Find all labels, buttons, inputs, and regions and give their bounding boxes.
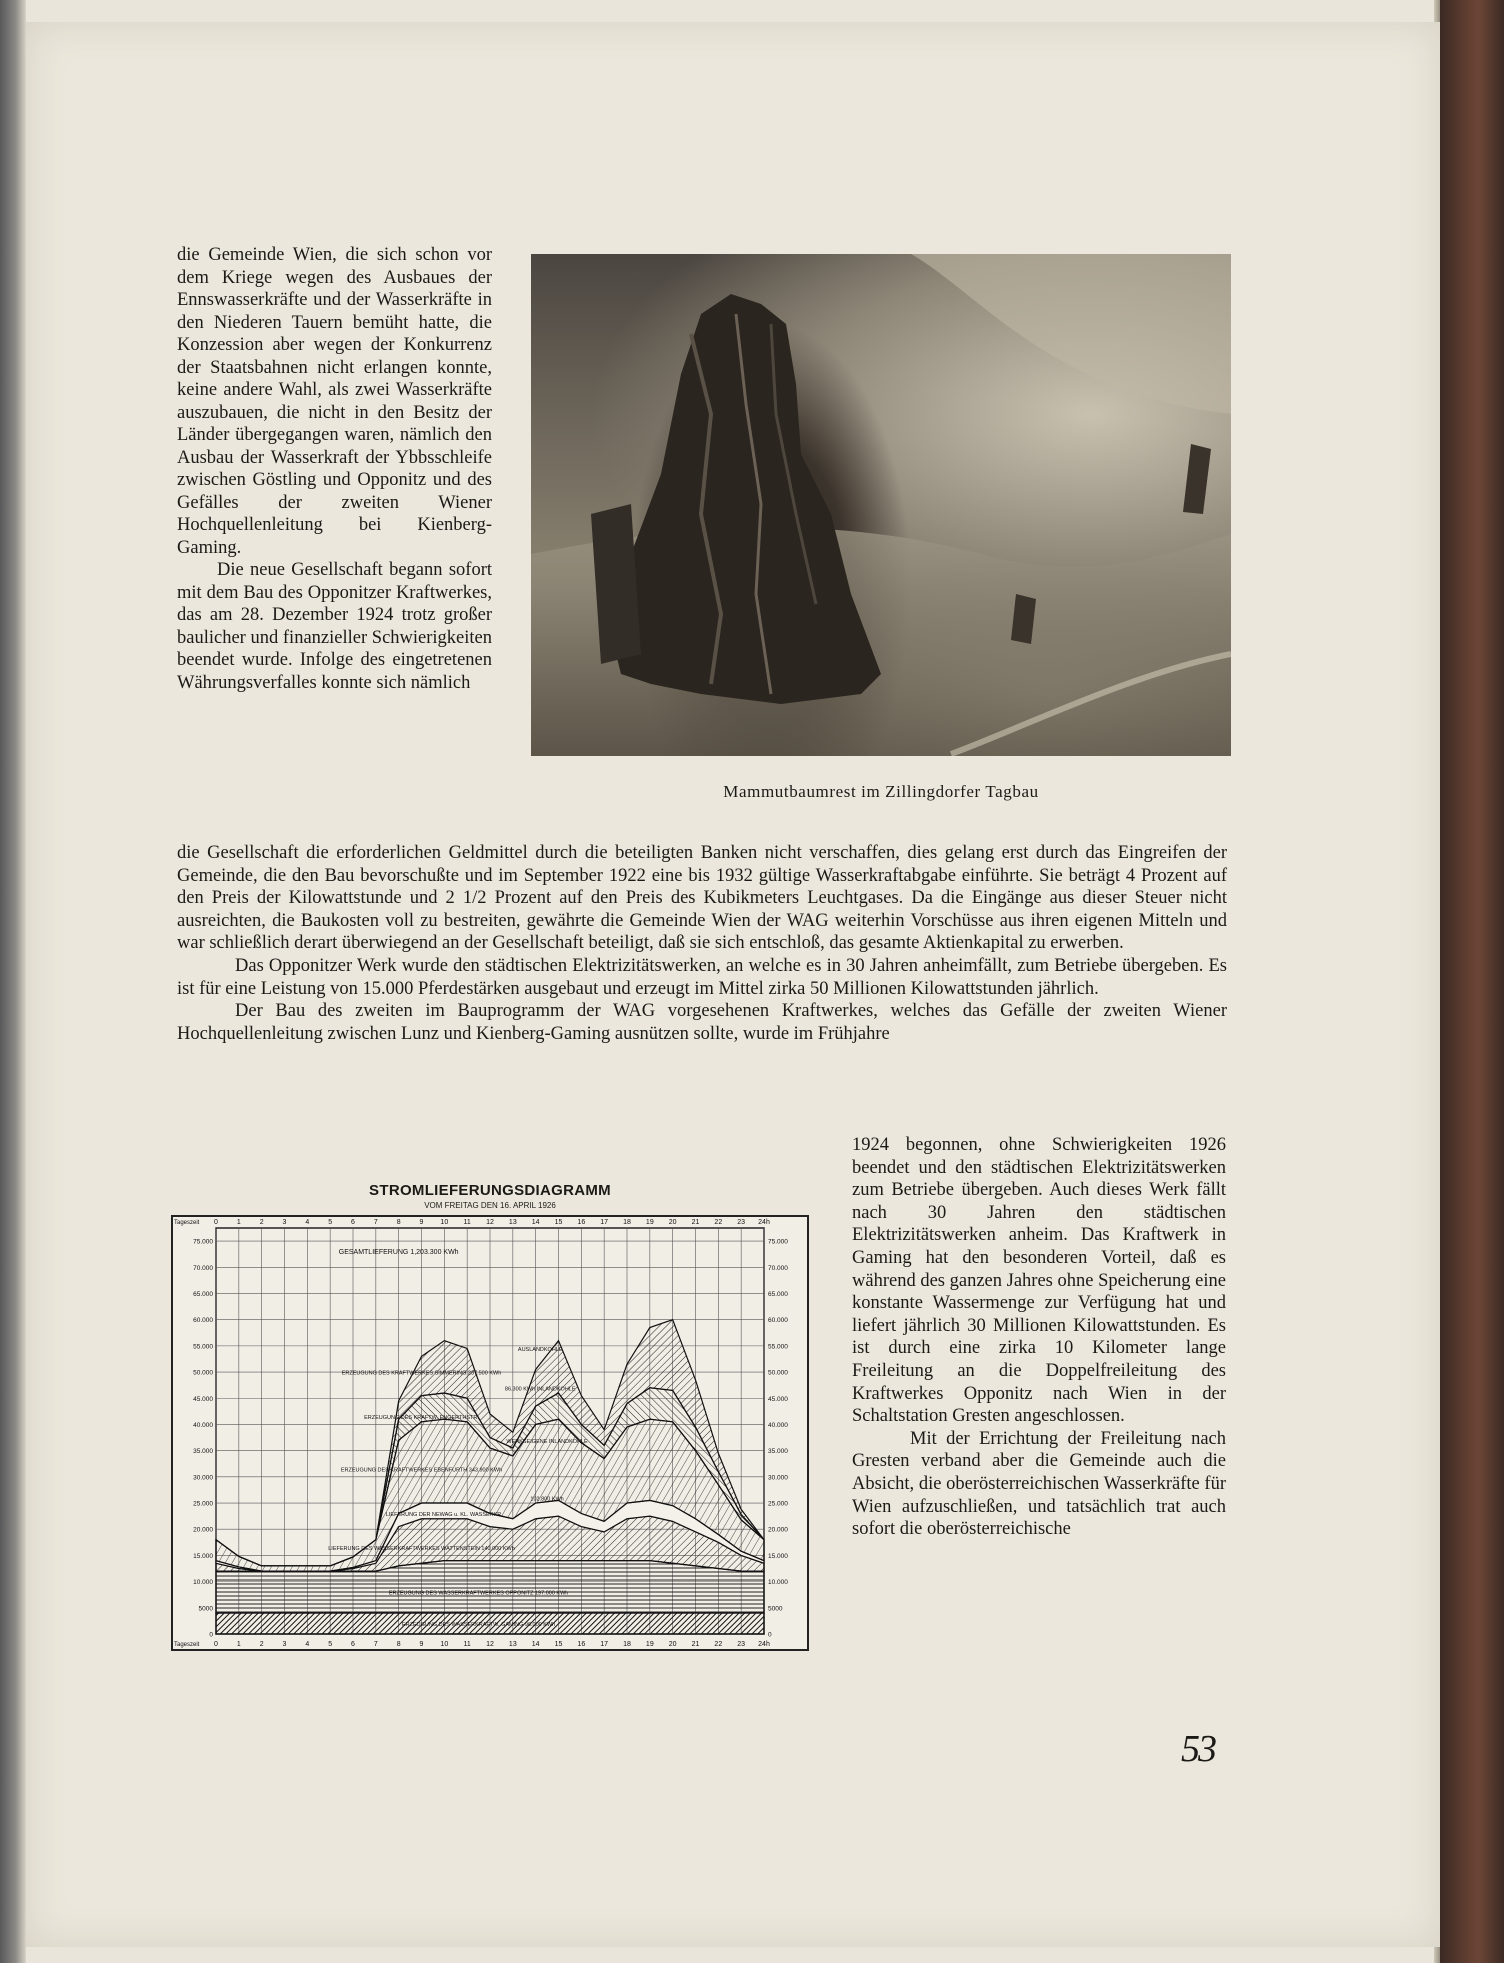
y-tick-label-right: 55.000 (768, 1343, 788, 1351)
x-tick-label-bottom: 5 (328, 1641, 333, 1648)
x-tick-label-bottom: 14 (531, 1641, 540, 1648)
x-tick-label-bottom: 7 (373, 1641, 378, 1648)
left-page-edge (0, 0, 26, 1963)
y-tick-label-right: 0 (768, 1631, 772, 1639)
y-tick-label-right: 5000 (768, 1605, 783, 1613)
x-tick-label-top: 6 (351, 1219, 355, 1226)
x-tick-label-top: 10 (440, 1219, 449, 1226)
y-tick-label-right: 20.000 (768, 1526, 788, 1534)
series-label-4: LIEFERUNG DER NEWAG u. KL. WASSERKR. (385, 1512, 503, 1519)
chart-annotation-3: 86.300 KWh INLANDKOHLE (504, 1386, 576, 1393)
right-text-column (852, 1134, 1226, 1541)
x-tick-label-top: 22 (714, 1219, 723, 1226)
y-tick-label-left: 10.000 (193, 1579, 213, 1587)
x-tick-label-top: 19 (645, 1219, 654, 1226)
x-tick-label-top: 21 (691, 1219, 700, 1226)
power-supply-chart (170, 1182, 810, 1662)
series-label-2: ERZEUGUNG DES WASSERKRAFTWERKES OPPONITZ 197.000 KWh (388, 1590, 569, 1597)
y-tick-label-left: 55.000 (193, 1343, 213, 1351)
right-paragraph-1: 1924 begonnen, ohne Schwierigkeiten 1926 beendet und den städtischen Elektrizitätswerken zum Betriebe übergeben. Auch dieses Werk fällt nach 30 Jahren den städtischen Elektrizitätswerken anheim. Das Kraftwerk in Gaming hat den besonderen Vorteil, daß es während des ganzen Jahres ohne Speicherung eine konstante Wassermenge zur Verfügung hat und liefert jährlich 30 Millionen Kilowattstunden. Es ist durch eine zirka 10 Kilometer lange Freileitung an die Doppelfreileitung des Kraftwerkes Opponitz nach Wien in der Schaltstation Gresten angeschlossen. (852, 1135, 1226, 1427)
x-axis-label-top: Tageszeit (174, 1220, 200, 1226)
y-tick-label-left: 70.000 (193, 1264, 213, 1272)
left-text-column (177, 244, 492, 694)
x-tick-label-bottom: 18 (623, 1641, 631, 1648)
x-tick-label-bottom: 11 (463, 1641, 471, 1648)
x-tick-label-top: 9 (419, 1219, 424, 1226)
y-tick-label-right: 30.000 (768, 1474, 788, 1482)
x-tick-label-bottom: 21 (691, 1641, 700, 1648)
x-tick-label-bottom: 10 (440, 1641, 449, 1648)
x-tick-label-bottom: 6 (351, 1641, 355, 1648)
body-paragraph-2: Das Opponitzer Werk wurde den städtischen Elektrizitätswerken, an welche es in 30 Jahren anheimfällt, zum Betriebe übergeben. Es ist für eine Leistung von 15.000 Pferdestärken ausgebaut und erzeugt im Mittel zirka 50 Millionen Kilowattstunden jährlich. (177, 955, 1227, 999)
page-number: 53 (1181, 1728, 1215, 1770)
y-tick-label-left: 0 (209, 1631, 213, 1639)
right-paragraph-2: Mit der Errichtung der Freileitung nach Gresten verband aber die Gemeinde auch die Absicht, die oberösterreichischen Wasserkräfte für Wien aufzuschließen, und tatsächlich trat auch sofort die oberösterreichische (852, 1428, 1226, 1540)
x-tick-label-bottom: 16 (577, 1641, 586, 1648)
x-tick-label-top: 15 (554, 1219, 563, 1226)
x-tick-label-top: 17 (600, 1219, 609, 1226)
body-paragraph-3: Der Bau des zweiten im Bauprogramm der WAG vorgesehenen Kraftwerkes, welches das Gefälle der zweiten Wiener Hochquellenleitung zwischen Lunz und Kienberg-Gaming ausnützen sollte, wurde im Frühjahre (177, 1001, 1227, 1044)
x-axis-label-bottom: Tageszeit (174, 1642, 200, 1648)
x-tick-label-top: 0 (214, 1219, 218, 1226)
x-tick-label-bottom: 9 (419, 1641, 424, 1648)
x-tick-label-top: 13 (508, 1219, 517, 1226)
body-text-full-width (177, 842, 1227, 1045)
series-label-6: ERZEUGUNG DES KRAFTW. ENGERTHSTR. (364, 1415, 479, 1422)
x-tick-label-top: 14 (531, 1219, 540, 1226)
x-tick-label-top: 20 (668, 1219, 677, 1226)
y-tick-label-right: 15.000 (768, 1552, 788, 1560)
x-tick-label-bottom: 19 (645, 1641, 654, 1648)
x-tick-label-bottom: 0 (214, 1641, 218, 1648)
sequoia-stump-photo (531, 254, 1231, 756)
y-tick-label-left: 45.000 (193, 1395, 213, 1403)
x-tick-label-top: 11 (463, 1219, 471, 1226)
chart-subtitle: VOM FREITAG DEN 16. APRIL 1926 (424, 1201, 556, 1210)
x-tick-label-top: 8 (396, 1219, 401, 1226)
series-label-5: ERZEUGUNG DES KRAFTWERKES EBENFURTH 343.900 KWh (340, 1467, 503, 1474)
y-tick-label-left: 15.000 (193, 1552, 213, 1560)
y-tick-label-left: 30.000 (193, 1474, 213, 1482)
series-label-3: LIEFERUNG DES WASSERKRAFTWERKES WATTENSTEIN 140.000 KWh (328, 1546, 515, 1553)
chart-annotation-4: WERKSEIGENE INLANDKOHLE (506, 1438, 588, 1445)
x-tick-label-bottom: 20 (668, 1641, 677, 1648)
book-spine-edge (1440, 0, 1504, 1963)
body-paragraph-1: die Gesellschaft die erforderlichen Geldmittel durch die beteiligten Banken nicht verschaffen, dies gelang erst durch das Eingreifen der Gemeinde, die den Bau bevorschußte und im September 1922 eine bis 1932 gültige Wasserkraftabgabe einführte. Sie beträgt 4 Prozent auf den Preis der Kilowattstunde und 2 1/2 Prozent auf den Preis des Kubikmeters Leuchtgases. Da die Eingänge aus dieser Steuer nicht ausreichten, die Baukosten voll zu bestreiten, gewährte die Gemeinde Wien der WAG weiterhin Vorschüsse aus ihren eigenen Mitteln und war schließlich derart überwiegend an der Gesellschaft beteiligt, daß sie sich entschloß, das gesamte Aktienkapital zu erwerben. (177, 843, 1227, 954)
series-label-1: ERZEUGUNG DES WASSERKRAFTW. GAMING 96.000 KWh (401, 1622, 556, 1629)
y-tick-label-right: 45.000 (768, 1395, 788, 1403)
y-tick-label-right: 35.000 (768, 1448, 788, 1456)
y-tick-label-left: 75.000 (193, 1238, 213, 1246)
x-tick-label-bottom: 8 (396, 1641, 401, 1648)
x-tick-label-top: 5 (328, 1219, 333, 1226)
x-tick-label-top: 1 (236, 1219, 241, 1226)
photo-illustration (531, 254, 1231, 756)
x-tick-label-bottom: 13 (508, 1641, 517, 1648)
y-tick-label-left: 25.000 (193, 1500, 213, 1508)
x-tick-label-top: 7 (373, 1219, 378, 1226)
x-tick-label-top: 16 (577, 1219, 586, 1226)
y-tick-label-right: 40.000 (768, 1421, 788, 1429)
x-tick-label-top: 24h (758, 1219, 770, 1226)
x-tick-label-top: 18 (623, 1219, 631, 1226)
x-tick-label-top: 4 (305, 1219, 310, 1226)
x-tick-label-bottom: 17 (600, 1641, 609, 1648)
x-tick-label-bottom: 22 (714, 1641, 723, 1648)
y-tick-label-right: 65.000 (768, 1290, 788, 1298)
y-tick-label-left: 40.000 (193, 1421, 213, 1429)
x-tick-label-bottom: 1 (236, 1641, 241, 1648)
y-tick-label-left: 5000 (198, 1605, 213, 1613)
left-paragraph-2: Die neue Gesellschaft begann sofort mit dem Bau des Opponitzer Kraftwerkes, das am 28. Dezember 1924 trotz großer baulicher und finanzieller Schwierigkeiten beendet wurde. Infolge des eingetretenen Währungsverfalles konnte sich nämlich (177, 560, 492, 693)
y-tick-label-right: 50.000 (768, 1369, 788, 1377)
chart-annotation-1: GESAMTLIEFERUNG 1,203.300 KWh (338, 1249, 459, 1257)
series-label-7: ERZEUGUNG DES KRAFTWERKES SIMMERING 237.500 KWh (341, 1370, 502, 1377)
y-tick-label-left: 60.000 (193, 1317, 213, 1325)
x-tick-label-bottom: 2 (259, 1641, 264, 1648)
y-tick-label-left: 20.000 (193, 1526, 213, 1534)
x-tick-label-top: 3 (282, 1219, 287, 1226)
x-tick-label-bottom: 15 (554, 1641, 563, 1648)
x-tick-label-bottom: 24h (758, 1641, 770, 1648)
y-tick-label-right: 70.000 (768, 1264, 788, 1272)
y-tick-label-right: 25.000 (768, 1500, 788, 1508)
left-paragraph-1: die Gemeinde Wien, die sich schon vor dem Kriege wegen des Ausbaues der Ennswasserkräfte und der Wasserkräfte in den Niederen Tauern bemüht hatte, die Konzession aber wegen der Konkurrenz der Staatsbahnen nicht erlangen konnte, keine andere Wahl, als zwei Wasserkräfte auszubauen, die nicht in den Besitz der Länder übergegangen waren, nämlich den Ausbau der Wasserkraft der Ybbsschleife zwischen Göstling und Opponitz und des Gefälles der zweiten Wiener Hochquellenleitung bei Kienberg-Gaming. (177, 245, 492, 558)
y-tick-label-right: 10.000 (768, 1579, 788, 1587)
y-tick-label-right: 75.000 (768, 1238, 788, 1246)
chart-plot (170, 1214, 810, 1654)
x-tick-label-bottom: 12 (486, 1641, 494, 1648)
y-tick-label-left: 50.000 (193, 1369, 213, 1377)
chart-title: STROMLIEFERUNGSDIAGRAMM (369, 1182, 611, 1199)
y-tick-label-left: 65.000 (193, 1290, 213, 1298)
x-tick-label-bottom: 4 (305, 1641, 310, 1648)
y-tick-label-left: 35.000 (193, 1448, 213, 1456)
chart-annotation-5: 102.800 KWh (530, 1496, 564, 1503)
y-tick-label-right: 60.000 (768, 1317, 788, 1325)
chart-annotation-2: AUSLANDKOHLE (517, 1347, 563, 1354)
book-page (26, 22, 1440, 1947)
x-tick-label-top: 2 (259, 1219, 264, 1226)
photo-caption: Mammutbaumrest im Zillingdorfer Tagbau (723, 782, 1039, 801)
x-tick-label-bottom: 23 (737, 1641, 746, 1648)
x-tick-label-top: 23 (737, 1219, 746, 1226)
x-tick-label-bottom: 3 (282, 1641, 287, 1648)
x-tick-label-top: 12 (486, 1219, 494, 1226)
